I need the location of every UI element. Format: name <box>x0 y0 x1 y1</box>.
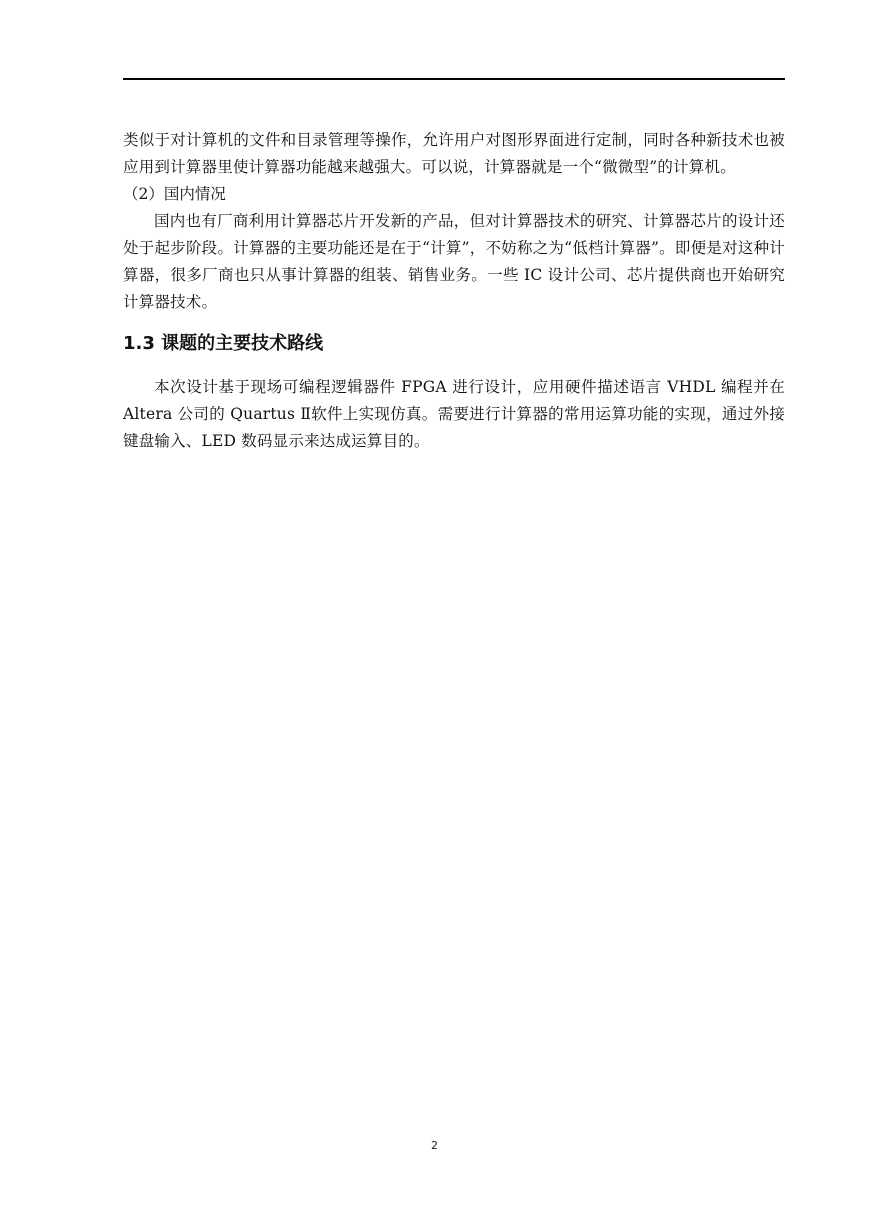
header-rule <box>123 78 785 80</box>
subsection-label: （2）国内情况 <box>123 185 226 203</box>
page-number: 2 <box>431 1139 438 1152</box>
paragraph-domestic: 国内也有厂商利用计算器芯片开发新的产品，但对计算器技术的研究、计算器芯片的设计还处于起步阶段。计算器的主要功能还是在于“计算”，不妨称之为“低档计算器”。即便是对这种计算器，很多厂商也只从事计算器的组装、销售业务。一些 IC 设计公司、芯片提供商也开始研究计算器技术。 <box>123 212 785 311</box>
paragraph-continued: 类似于对计算机的文件和目录管理等操作，允许用户对图形界面进行定制，同时各种新技术也被应用到计算器里使计算器功能越来越强大。可以说，计算器就是一个“微微型”的计算机。 <box>123 131 785 176</box>
paragraph-route: 本次设计基于现场可编程逻辑器件 FPGA 进行设计，应用硬件描述语言 VHDL 编程并在 Altera 公司的 Quartus Ⅱ软件上实现仿真。需要进行计算器的常用运算功能的实现，通过外接键盘输入、LED 数码显示来达成运算目的。 <box>123 378 785 450</box>
document-body <box>123 127 785 455</box>
section-heading: 1.3 课题的主要技术路线 <box>123 333 324 354</box>
